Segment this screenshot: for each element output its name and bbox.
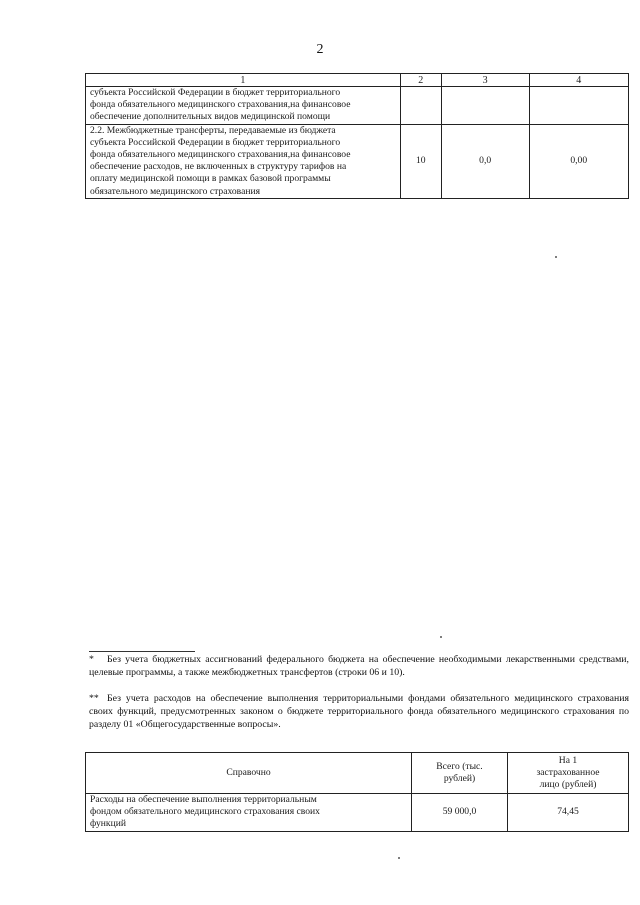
description-line: фонда обязательного медицинского страхования,на финансовое — [90, 99, 351, 111]
reference-header-row — [86, 753, 629, 794]
table-row — [86, 87, 629, 125]
footnote — [89, 653, 629, 679]
description-line: оплату медицинской помощи в рамках базовой программы — [90, 173, 331, 185]
column-header: 2 — [400, 74, 441, 87]
column-header: 3 — [441, 74, 529, 87]
reference-total-value: 59 000,0 — [412, 794, 508, 832]
description-line: обеспечение расходов, не включенных в структуру тарифов на — [90, 161, 347, 173]
table-header-row — [86, 74, 629, 87]
row-value-cell: 0,0 — [441, 124, 529, 198]
column-header: 4 — [529, 74, 628, 87]
footnote-text: Без учета расходов на обеспечение выполнения территориальными фондами обязательного медицинского страхования своих функций, предусмотренных законом о бюджете территориального фонда обязательного медицинского страхования по разделу 01 «Общегосударственные вопросы». — [89, 693, 629, 730]
description-line: обеспечение дополнительных видов медицинской помощи — [90, 111, 331, 123]
row-code-cell: 10 — [400, 124, 441, 198]
description-line: функций — [90, 818, 126, 830]
header-line: На 1 — [558, 754, 578, 766]
description-line: субъекта Российской Федерации в бюджет территориального — [90, 87, 341, 98]
reference-per-person-header — [508, 753, 629, 794]
page-number: 2 — [316, 42, 324, 57]
description-line: фондом обязательного медицинского страхования своих — [90, 806, 320, 818]
reference-table — [85, 752, 629, 832]
scan-speck — [555, 256, 557, 258]
footnote-mark: ** — [89, 693, 99, 704]
scan-speck — [440, 636, 442, 638]
row-description — [86, 124, 401, 198]
description-line: субъекта Российской Федерации в бюджет территориального — [90, 136, 341, 148]
row-value-cell — [441, 87, 529, 125]
column-header: 1 — [86, 74, 401, 87]
header-line: рублей) — [443, 773, 476, 784]
description-line: 2.2. Межбюджетные трансферты, передаваемые из бюджета — [90, 124, 336, 136]
description-line: обязательного медицинского страхования — [90, 185, 261, 197]
reference-row-description — [86, 794, 412, 832]
footnote — [89, 692, 629, 731]
header-line: Всего (тыс. — [436, 760, 483, 772]
main-table — [85, 73, 629, 199]
reference-row — [86, 794, 629, 832]
scan-speck — [398, 857, 400, 859]
footnote-mark: * — [89, 654, 94, 665]
footnote-separator — [89, 651, 195, 652]
reference-per-person-value: 74,45 — [508, 794, 629, 832]
row-code-cell — [400, 87, 441, 125]
reference-total-header — [412, 753, 508, 794]
reference-label: Справочно — [86, 753, 412, 794]
description-line: фонда обязательного медицинского страхования,на финансовое — [90, 149, 351, 161]
row-value-cell — [529, 87, 628, 125]
row-description — [86, 87, 401, 125]
header-line: лицо (рублей) — [539, 779, 597, 791]
row-value-cell: 0,00 — [529, 124, 628, 198]
footnote-text: Без учета бюджетных ассигнований федерального бюджета на обеспечение необходимыми лекарственными средствами, целевые программы, а также межбюджетных трансфертов (строки 06 и 10). — [89, 654, 629, 678]
description-line: Расходы на обеспечение выполнения территориальным — [90, 794, 317, 805]
table-row — [86, 124, 629, 198]
header-line: застрахованное — [536, 766, 600, 778]
